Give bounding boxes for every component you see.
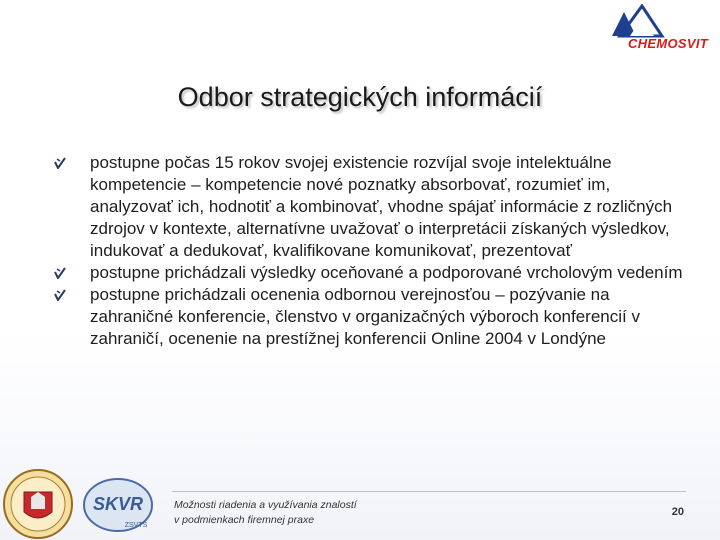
footer-line-2: v podmienkach firemnej praxe: [174, 514, 315, 526]
skvr-logo-icon: [80, 477, 158, 535]
brand-name: CHEMOSVIT: [628, 36, 708, 51]
bullet-text: počas 15 rokov svojej existencie rozvíjal svoje intelektuálne kompetencie – kompetencie nové poznatky absorbovať, rozumieť im, analyzovať ich, hodnotiť a kombinovať, vhodne spájať informácie z rozličných zdrojov v kontexte, alternatívne uvažovať o interpretácii získaných výsledkov, indukovať a dedukovať, kvalifikovane komunikovať, prezentovať: [90, 153, 673, 260]
bullet-text: prichádzali výsledky oceňované a podporované vrcholovým vedením: [159, 263, 683, 282]
bullet-keyword: postupne: [90, 263, 160, 282]
university-seal-icon: [0, 462, 76, 540]
slide-title: Odbor strategických informácií: [177, 82, 543, 112]
checkmark-diamond-icon: [54, 289, 66, 301]
footer-line-1: Možnosti riadenia a využívania znalostí: [174, 499, 357, 511]
checkmark-diamond-icon: [54, 157, 66, 169]
bullet-keyword: postupne: [90, 285, 160, 304]
bullet-text: prichádzali ocenenia odbornou verejnosťou – pozývanie na zahraničné konferencie, členstvo v organizačných výboroch konferencií v zahraničí, ocenenie na prestížnej konferencii Online 2004 v Londýne: [90, 285, 640, 348]
chemosvit-logo: [590, 4, 710, 54]
sk-sub: ZSVTS: [124, 522, 148, 529]
bullet-item: [54, 152, 694, 262]
bullet-item: [54, 262, 694, 284]
bullet-list: [54, 152, 694, 350]
footer-text: [174, 498, 434, 528]
bullet-item: [54, 284, 694, 350]
sk-letters: SKVR: [92, 494, 144, 514]
page-number: 20: [671, 506, 684, 518]
footer-divider: [172, 491, 686, 492]
checkmark-diamond-icon: [54, 267, 66, 279]
bullet-keyword: postupne: [90, 153, 160, 172]
